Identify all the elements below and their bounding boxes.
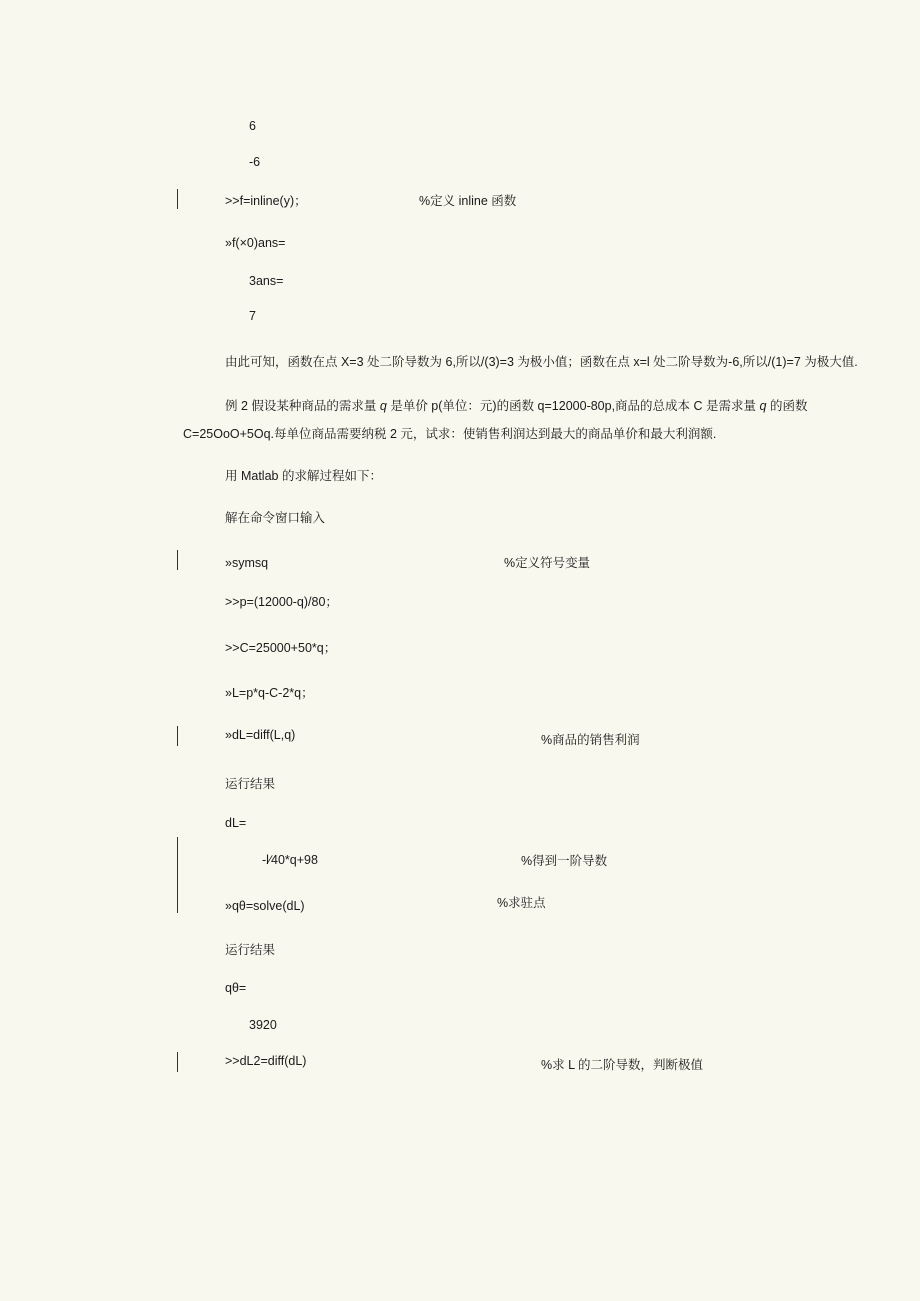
example2-text-a: 例 2 假设某种商品的需求量 [225, 399, 377, 413]
result-3ans: 3ans= [249, 274, 284, 288]
margin-bar [177, 726, 178, 746]
example2-text-c: 的函数 [769, 399, 808, 413]
margin-bar [177, 189, 178, 209]
result-3920: 3920 [249, 1018, 277, 1032]
code-solve: »qθ=solve(dL) [225, 899, 305, 913]
run-result-label-1: 运行结果 [225, 777, 276, 791]
example2-line2: C=25OoO+5Oq.每单位商品需要纳税 2 元，试求：使销售利润达到最大的商品单价和最大利润额. [183, 427, 717, 441]
code-inline: >>f=inline(y)； [225, 194, 307, 208]
example2-var-q1: q [379, 399, 387, 413]
code-f-x0: »f(×0)ans= [225, 236, 286, 250]
matlab-intro: 用 Matlab 的求解过程如下： [225, 469, 382, 483]
margin-bar [177, 550, 178, 570]
code-L: »L=p*q-C-2*q； [225, 686, 314, 700]
code-C: >>C=25000+50*q； [225, 641, 337, 655]
code-dL: »dL=diff(L,q) [225, 728, 296, 742]
result-derivative: -l∕40*q+98 [262, 853, 318, 867]
example2-line1 [225, 398, 807, 414]
result-7: 7 [249, 309, 256, 323]
margin-bar [177, 837, 178, 913]
result-value-neg6: -6 [249, 155, 261, 169]
comment-dL: %商品的销售利润 [541, 733, 640, 747]
example2-text-b: 是单价 p(单位：元)的函数 q=12000-80p,商品的总成本 C 是需求量 [390, 399, 757, 413]
comment-syms: %定义符号变量 [504, 556, 591, 570]
comment-dL2: %求 L 的二阶导数，判断极值 [541, 1058, 704, 1072]
result-value-6: 6 [249, 119, 256, 133]
comment-solve: %求驻点 [497, 896, 546, 910]
command-window-intro: 解在命令窗口输入 [225, 511, 326, 525]
example2-var-q2: q [759, 399, 767, 413]
comment-derivative: %得到一阶导数 [521, 854, 608, 868]
result-dL: dL= [225, 816, 247, 830]
comment-inline: %定义 inline 函数 [419, 194, 517, 208]
run-result-label-2: 运行结果 [225, 943, 276, 957]
margin-bar [177, 1052, 178, 1072]
code-p: >>p=(12000-q)/80； [225, 595, 338, 609]
conclusion-paragraph: 由此可知，函数在点 X=3 处二阶导数为 6,所以/(3)=3 为极小值；函数在点 x=l 处二阶导数为-6,所以/(1)=7 为极大值. [225, 355, 858, 369]
result-q0: qθ= [225, 981, 247, 995]
code-dL2: >>dL2=diff(dL) [225, 1054, 307, 1068]
code-syms: »symsq [225, 556, 269, 570]
